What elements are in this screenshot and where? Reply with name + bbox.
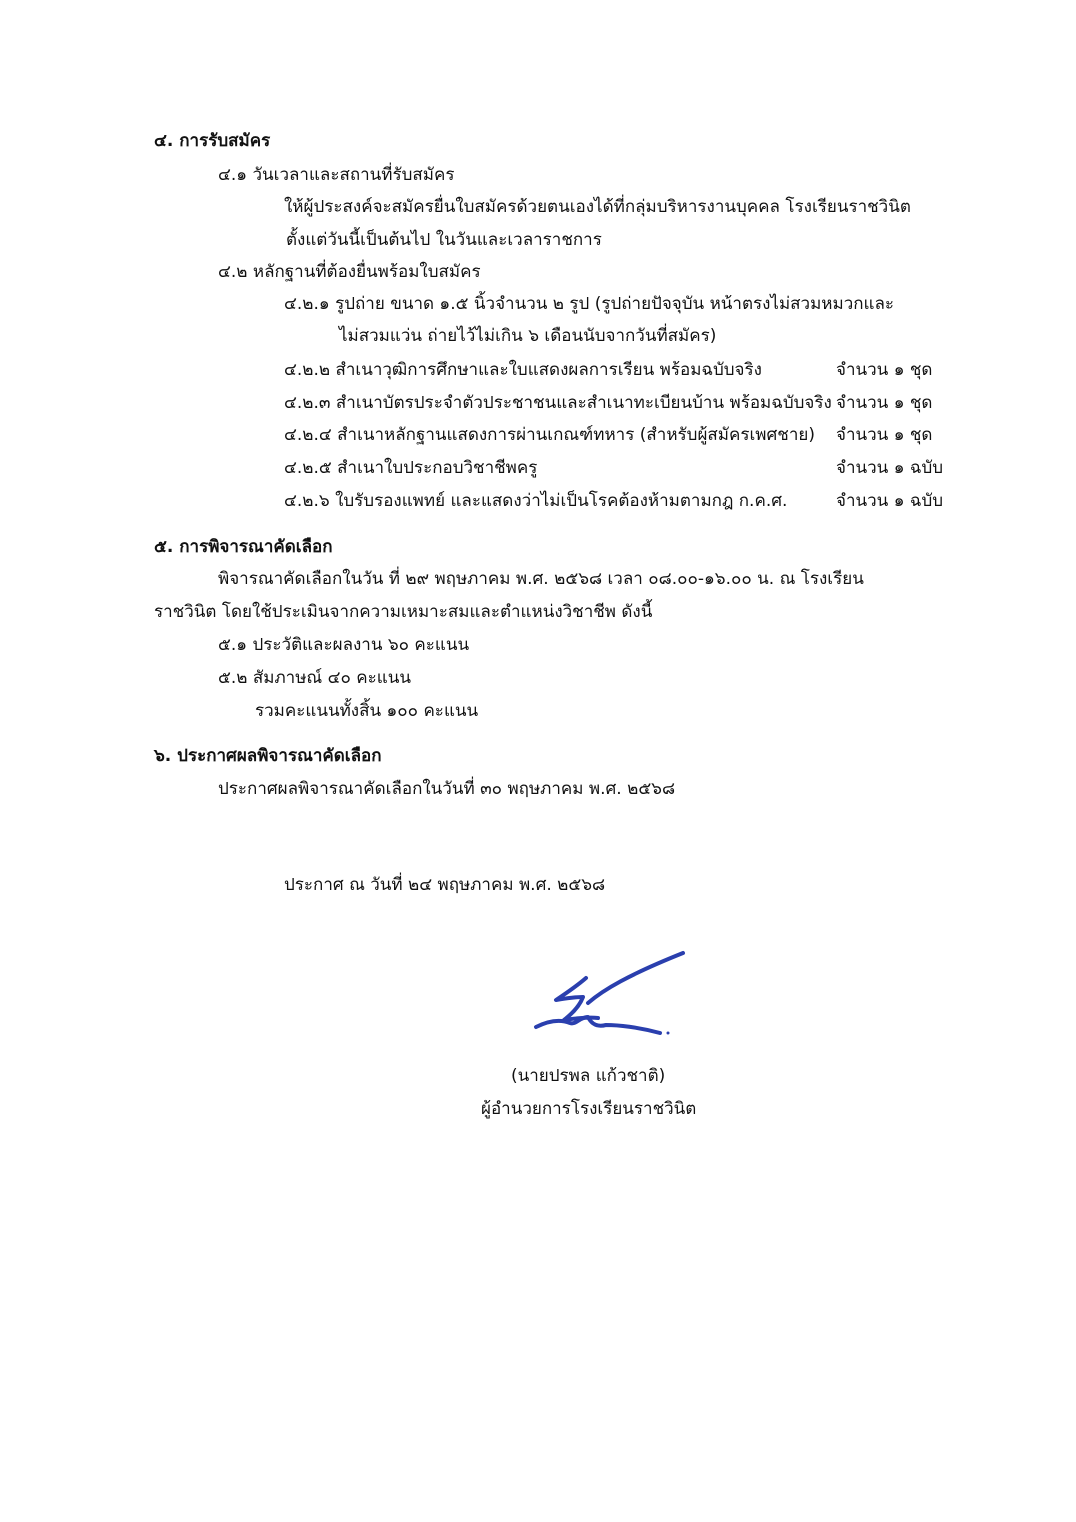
signatory-title: ผู้อำนวยการโรงเรียนราชวินิต: [481, 1099, 697, 1119]
document-item-4-2-1-cont: ไม่สวมแว่น ถ่ายไว้ไม่เกิน ๖ เดือนนับจากวันที่สมัคร): [339, 326, 717, 346]
signatory-name: (นายปรพล แก้วชาติ): [511, 1066, 666, 1086]
section-5-paragraph-line2: ราชวินิต โดยใช้ประเมินจากความเหมาะสมและตำแหน่งวิชาชีพ ดังนี้: [154, 602, 653, 622]
section-5-2: ๕.๒ สัมภาษณ์ ๔๐ คะแนน: [218, 668, 411, 688]
document-item-4-2-2: ๔.๒.๒ สำเนาวุฒิการศึกษาและใบแสดงผลการเรียน พร้อมฉบับจริง: [284, 360, 762, 380]
document-item-4-2-4: ๔.๒.๔ สำเนาหลักฐานแสดงการผ่านเกณฑ์ทหาร (สำหรับผู้สมัครเพศชาย): [284, 425, 815, 445]
section-5-paragraph-line1: พิจารณาคัดเลือกในวัน ที่ ๒๙ พฤษภาคม พ.ศ. ๒๕๖๘ เวลา ๐๘.๐๐-๑๖.๐๐ น. ณ โรงเรียน: [218, 569, 864, 589]
section-6-text: ประกาศผลพิจารณาคัดเลือกในวันที่ ๓๐ พฤษภาคม พ.ศ. ๒๕๖๘: [218, 779, 676, 799]
section-5-heading: ๕. การพิจารณาคัดเลือก: [154, 537, 333, 557]
section-4-1-title: ๔.๑ วันเวลาและสถานที่รับสมัคร: [218, 165, 455, 185]
signature-image: [528, 945, 693, 1045]
section-5-1: ๕.๑ ประวัติและผลงาน ๖๐ คะแนน: [218, 635, 470, 655]
announcement-date: ประกาศ ณ วันที่ ๒๔ พฤษภาคม พ.ศ. ๒๕๖๘: [284, 875, 606, 895]
document-item-4-2-6: ๔.๒.๖ ใบรับรองแพทย์ และแสดงว่าไม่เป็นโรคต้องห้ามตามกฎ ก.ค.ศ.: [284, 491, 788, 511]
section-4-2-title: ๔.๒ หลักฐานที่ต้องยื่นพร้อมใบสมัคร: [218, 262, 481, 282]
document-item-4-2-3: ๔.๒.๓ สำเนาบัตรประจำตัวประชาชนและสำเนาทะเบียนบ้าน พร้อมฉบับจริง: [284, 393, 832, 413]
document-item-4-2-5: ๔.๒.๕ สำเนาใบประกอบวิชาชีพครู: [284, 458, 538, 478]
section-4-1-line1: ให้ผู้ประสงค์จะสมัครยื่นใบสมัครด้วยตนเองได้ที่กลุ่มบริหารงานบุคคล โรงเรียนราชวินิต: [284, 197, 911, 217]
document-item-4-2-4-amount: จำนวน ๑ ชุด: [836, 425, 933, 445]
document-item-4-2-3-amount: จำนวน ๑ ชุด: [836, 393, 933, 413]
document-item-4-2-6-amount: จำนวน ๑ ฉบับ: [836, 491, 944, 511]
document-item-4-2-5-amount: จำนวน ๑ ฉบับ: [836, 458, 944, 478]
document-item-4-2-2-amount: จำนวน ๑ ชุด: [836, 360, 933, 380]
section-4-heading: ๔. การรับสมัคร: [154, 131, 271, 151]
document-item-4-2-1: ๔.๒.๑ รูปถ่าย ขนาด ๑.๕ นิ้วจำนวน ๒ รูป (รูปถ่ายปัจจุบัน หน้าตรงไม่สวมหมวกและ: [284, 294, 895, 314]
section-4-1-line2: ตั้งแต่วันนี้เป็นต้นไป ในวันและเวลาราชการ: [286, 230, 602, 250]
section-6-heading: ๖. ประกาศผลพิจารณาคัดเลือก: [154, 746, 382, 766]
section-5-total: รวมคะแนนทั้งสิ้น ๑๐๐ คะแนน: [255, 701, 479, 721]
